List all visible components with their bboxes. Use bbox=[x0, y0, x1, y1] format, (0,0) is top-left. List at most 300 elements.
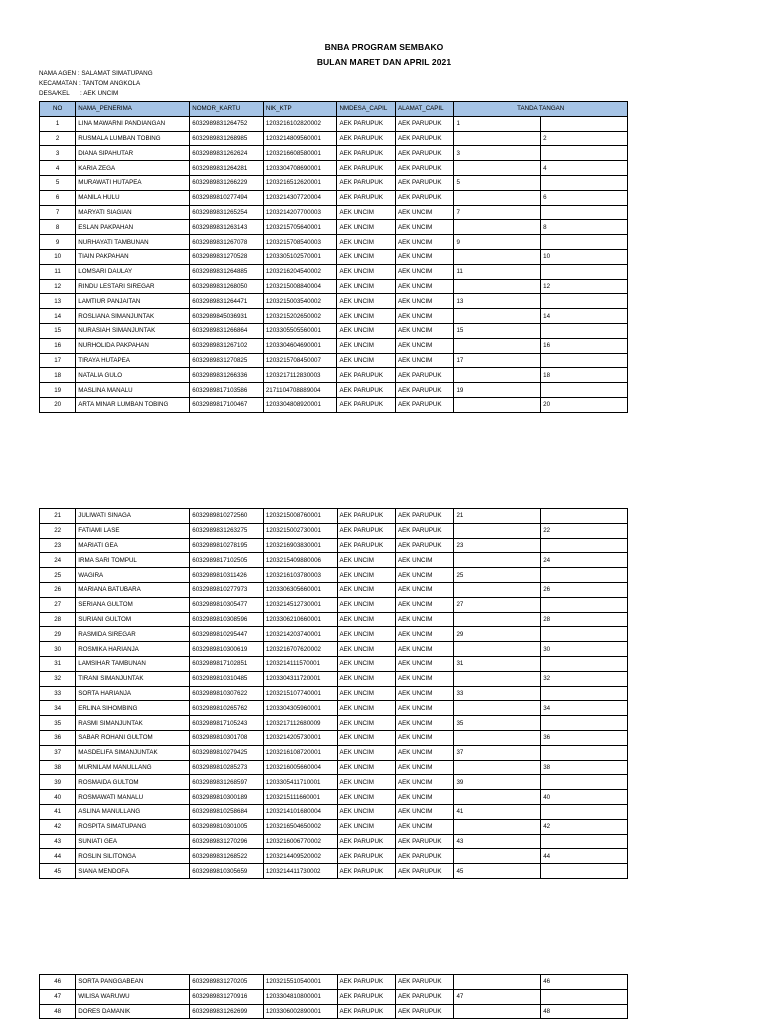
cell-no: 32 bbox=[40, 671, 76, 686]
cell-no: 4 bbox=[40, 161, 76, 176]
table-row bbox=[40, 656, 628, 671]
cell-address: AEK PARUPUK bbox=[395, 190, 453, 205]
signature-cell-left[interactable]: 27 bbox=[454, 597, 541, 612]
signature-cell-right[interactable]: 44 bbox=[541, 849, 628, 864]
table-row bbox=[40, 131, 628, 146]
signature-cell-right[interactable] bbox=[541, 294, 628, 309]
cell-address: AEK UNCIM bbox=[395, 249, 453, 264]
cell-address: AEK UNCIM bbox=[396, 671, 454, 686]
signature-cell-left[interactable]: 17 bbox=[454, 353, 541, 368]
cell-nik: 1203304305960001 bbox=[263, 701, 337, 716]
cell-no: 15 bbox=[40, 323, 76, 338]
cell-card-number: 6032989831262624 bbox=[190, 146, 264, 161]
cell-address: AEK PARUPUK bbox=[395, 161, 453, 176]
signature-cell-left[interactable]: 3 bbox=[454, 146, 541, 161]
signature-cell-left[interactable]: 37 bbox=[454, 745, 541, 760]
cell-address: AEK UNCIM bbox=[396, 819, 454, 834]
signature-cell-left[interactable] bbox=[454, 368, 541, 383]
signature-cell-left[interactable] bbox=[454, 701, 541, 716]
cell-address: AEK PARUPUK bbox=[396, 864, 454, 879]
signature-cell-right[interactable] bbox=[541, 146, 628, 161]
cell-no: 41 bbox=[40, 804, 76, 819]
cell-village: AEK UNCIM bbox=[337, 294, 395, 309]
cell-card-number: 6032989817100467 bbox=[190, 397, 264, 412]
signature-cell-left[interactable] bbox=[454, 523, 541, 538]
signature-cell-right[interactable] bbox=[541, 804, 628, 819]
cell-no: 36 bbox=[40, 730, 76, 745]
cell-village: AEK PARUPUK bbox=[337, 146, 395, 161]
cell-nik: 1203216707620002 bbox=[263, 642, 337, 657]
cell-nik: 1203304810800001 bbox=[263, 989, 337, 1004]
cell-name: MARIATI GEA bbox=[76, 538, 190, 553]
cell-village: AEK UNCIM bbox=[337, 790, 395, 805]
cell-card-number: 6032989810258684 bbox=[190, 804, 264, 819]
signature-cell-left[interactable] bbox=[454, 131, 541, 146]
cell-village: AEK UNCIM bbox=[337, 249, 395, 264]
cell-card-number: 6032989831270296 bbox=[190, 834, 264, 849]
cell-address: AEK UNCIM bbox=[395, 323, 453, 338]
meta-district: KECAMATAN : TANTOM ANGKOLA bbox=[39, 80, 141, 87]
signature-cell-right[interactable]: 32 bbox=[541, 671, 628, 686]
cell-name: SERIANA GULTOM bbox=[76, 597, 190, 612]
table-row bbox=[40, 309, 628, 324]
cell-village: AEK UNCIM bbox=[337, 597, 395, 612]
cell-name: TIAIN PAKPAHAN bbox=[76, 249, 190, 264]
cell-village: AEK PARUPUK bbox=[337, 116, 395, 131]
signature-cell-left[interactable]: 15 bbox=[454, 323, 541, 338]
cell-address: AEK UNCIM bbox=[396, 642, 454, 657]
cell-name: WILISA WARUWU bbox=[76, 989, 190, 1004]
signature-cell-right[interactable]: 38 bbox=[541, 760, 628, 775]
table-row bbox=[40, 627, 628, 642]
signature-cell-right[interactable] bbox=[541, 686, 628, 701]
cell-village: AEK UNCIM bbox=[337, 686, 395, 701]
cell-address: AEK UNCIM bbox=[396, 656, 454, 671]
cell-nik: 1203215705640001 bbox=[263, 220, 337, 235]
cell-no: 48 bbox=[40, 1004, 76, 1019]
cell-name: ROSLIANA SIMANJUNTAK bbox=[76, 309, 190, 324]
cell-name: ROSPITA SIMATUPANG bbox=[76, 819, 190, 834]
signature-cell-right[interactable]: 40 bbox=[541, 790, 628, 805]
signature-cell-right[interactable] bbox=[541, 656, 628, 671]
cell-village: AEK UNCIM bbox=[337, 730, 395, 745]
signature-cell-right[interactable]: 48 bbox=[541, 1004, 628, 1019]
signature-cell-left[interactable] bbox=[454, 642, 541, 657]
cell-no: 26 bbox=[40, 582, 76, 597]
cell-no: 39 bbox=[40, 775, 76, 790]
cell-name: LAMTIUR PANJAITAN bbox=[76, 294, 190, 309]
signature-cell-left[interactable] bbox=[454, 1004, 541, 1019]
cell-address: AEK PARUPUK bbox=[396, 989, 454, 1004]
col-header-signature: TANDA TANGAN bbox=[454, 102, 628, 117]
signature-cell-left[interactable]: 31 bbox=[454, 656, 541, 671]
cell-card-number: 6032989831266336 bbox=[190, 368, 264, 383]
signature-cell-left[interactable] bbox=[454, 220, 541, 235]
signature-cell-right[interactable]: 8 bbox=[541, 220, 628, 235]
cell-village: AEK PARUPUK bbox=[337, 509, 395, 524]
signature-cell-left[interactable]: 5 bbox=[454, 175, 541, 190]
cell-address: AEK PARUPUK bbox=[396, 834, 454, 849]
cell-village: AEK PARUPUK bbox=[337, 989, 395, 1004]
cell-card-number: 6032989810300619 bbox=[190, 642, 264, 657]
signature-cell-left[interactable] bbox=[454, 760, 541, 775]
signature-cell-right[interactable] bbox=[541, 864, 628, 879]
signature-cell-left[interactable] bbox=[454, 849, 541, 864]
signature-cell-right[interactable] bbox=[541, 205, 628, 220]
cell-name: MANILA HULU bbox=[76, 190, 190, 205]
signature-cell-left[interactable] bbox=[454, 397, 541, 412]
signature-cell-right[interactable]: 20 bbox=[541, 397, 628, 412]
cell-village: AEK UNCIM bbox=[337, 582, 395, 597]
signature-cell-left[interactable]: 35 bbox=[454, 716, 541, 731]
cell-no: 27 bbox=[40, 597, 76, 612]
col-header-name: NAMA_PENERIMA bbox=[76, 102, 190, 117]
cell-address: AEK PARUPUK bbox=[395, 397, 453, 412]
cell-nik: 1203215002730001 bbox=[263, 523, 337, 538]
cell-card-number: 6032989810305477 bbox=[190, 597, 264, 612]
cell-nik: 1203216006770002 bbox=[263, 834, 337, 849]
cell-name: NURHOLIDA PAKPAHAN bbox=[76, 338, 190, 353]
signature-cell-right[interactable]: 30 bbox=[541, 642, 628, 657]
table-row bbox=[40, 1004, 628, 1019]
cell-no: 6 bbox=[40, 190, 76, 205]
cell-no: 12 bbox=[40, 279, 76, 294]
cell-village: AEK PARUPUK bbox=[337, 131, 395, 146]
cell-address: AEK PARUPUK bbox=[396, 849, 454, 864]
cell-card-number: 6032989810301005 bbox=[190, 819, 264, 834]
cell-card-number: 6032989810277973 bbox=[190, 582, 264, 597]
table-row bbox=[40, 819, 628, 834]
signature-cell-right[interactable]: 36 bbox=[541, 730, 628, 745]
cell-nik: 1203215202650002 bbox=[263, 309, 337, 324]
cell-village: AEK UNCIM bbox=[337, 309, 395, 324]
table-row bbox=[40, 671, 628, 686]
table-row bbox=[40, 294, 628, 309]
cell-address: AEK UNCIM bbox=[396, 597, 454, 612]
cell-card-number: 6032989831268597 bbox=[190, 775, 264, 790]
cell-nik: 1203304708690001 bbox=[263, 161, 337, 176]
signature-cell-right[interactable] bbox=[541, 745, 628, 760]
table-row bbox=[40, 834, 628, 849]
cell-name: MURAWATI HUTAPEA bbox=[76, 175, 190, 190]
cell-card-number: 6032989831266229 bbox=[190, 175, 264, 190]
signature-cell-left[interactable] bbox=[454, 790, 541, 805]
signature-cell-left[interactable]: 47 bbox=[454, 989, 541, 1004]
cell-name: ROSMAWATI MANALU bbox=[76, 790, 190, 805]
signature-cell-right[interactable] bbox=[541, 597, 628, 612]
cell-nik: 1203215008840004 bbox=[263, 279, 337, 294]
signature-cell-right[interactable] bbox=[541, 538, 628, 553]
signature-cell-left[interactable] bbox=[454, 671, 541, 686]
cell-village: AEK PARUPUK bbox=[337, 523, 395, 538]
signature-cell-right[interactable] bbox=[541, 775, 628, 790]
cell-card-number: 6032989817105243 bbox=[190, 716, 264, 731]
meta-block bbox=[39, 69, 153, 99]
cell-village: AEK PARUPUK bbox=[337, 383, 395, 398]
signature-cell-right[interactable]: 24 bbox=[541, 553, 628, 568]
cell-name: LAMSIHAR TAMBUNAN bbox=[76, 656, 190, 671]
signature-cell-left[interactable] bbox=[454, 279, 541, 294]
table-row bbox=[40, 745, 628, 760]
cell-village: AEK UNCIM bbox=[337, 716, 395, 731]
cell-no: 11 bbox=[40, 264, 76, 279]
table-row bbox=[40, 612, 628, 627]
cell-address: AEK UNCIM bbox=[396, 730, 454, 745]
signature-cell-left[interactable] bbox=[454, 338, 541, 353]
signature-cell-left[interactable]: 19 bbox=[454, 383, 541, 398]
table-row bbox=[40, 264, 628, 279]
table-header-row bbox=[40, 102, 628, 117]
signature-cell-right[interactable] bbox=[541, 264, 628, 279]
cell-nik: 1203216204540002 bbox=[263, 264, 337, 279]
cell-address: AEK PARUPUK bbox=[396, 1004, 454, 1019]
cell-no: 24 bbox=[40, 553, 76, 568]
cell-village: AEK UNCIM bbox=[337, 642, 395, 657]
cell-village: AEK UNCIM bbox=[337, 323, 395, 338]
signature-cell-right[interactable]: 14 bbox=[541, 309, 628, 324]
signature-cell-right[interactable] bbox=[541, 383, 628, 398]
table-row bbox=[40, 849, 628, 864]
signature-cell-left[interactable]: 23 bbox=[454, 538, 541, 553]
cell-nik: 1203214101680004 bbox=[263, 804, 337, 819]
cell-no: 17 bbox=[40, 353, 76, 368]
cell-name: NURHAYATI TAMBUNAN bbox=[76, 235, 190, 250]
cell-card-number: 6032989810272560 bbox=[190, 509, 264, 524]
signature-cell-right[interactable]: 34 bbox=[541, 701, 628, 716]
signature-cell-right[interactable]: 10 bbox=[541, 249, 628, 264]
cell-village: AEK UNCIM bbox=[337, 553, 395, 568]
cell-no: 16 bbox=[40, 338, 76, 353]
cell-no: 42 bbox=[40, 819, 76, 834]
cell-card-number: 6032989831267102 bbox=[190, 338, 264, 353]
cell-no: 45 bbox=[40, 864, 76, 879]
cell-address: AEK UNCIM bbox=[396, 804, 454, 819]
cell-name: ROSMAIDA GULTOM bbox=[76, 775, 190, 790]
cell-name: WAGIRA bbox=[76, 568, 190, 583]
cell-village: AEK UNCIM bbox=[337, 220, 395, 235]
cell-village: AEK PARUPUK bbox=[337, 1004, 395, 1019]
cell-address: AEK PARUPUK bbox=[396, 538, 454, 553]
cell-address: AEK PARUPUK bbox=[396, 523, 454, 538]
cell-name: RUSMALA LUMBAN TOBING bbox=[76, 131, 190, 146]
signature-cell-right[interactable] bbox=[541, 175, 628, 190]
cell-card-number: 6032989810285273 bbox=[190, 760, 264, 775]
cell-nik: 1203305411710001 bbox=[263, 775, 337, 790]
signature-cell-left[interactable]: 21 bbox=[454, 509, 541, 524]
cell-no: 2 bbox=[40, 131, 76, 146]
cell-no: 23 bbox=[40, 538, 76, 553]
signature-cell-right[interactable] bbox=[541, 116, 628, 131]
signature-cell-left[interactable] bbox=[454, 612, 541, 627]
cell-card-number: 6032989831264281 bbox=[190, 161, 264, 176]
signature-cell-right[interactable]: 42 bbox=[541, 819, 628, 834]
cell-nik: 1203306210660001 bbox=[263, 612, 337, 627]
document-title: BNBA PROGRAM SEMBAKO bbox=[324, 42, 444, 52]
cell-address: AEK UNCIM bbox=[396, 582, 454, 597]
cell-address: AEK PARUPUK bbox=[396, 975, 454, 990]
cell-no: 14 bbox=[40, 309, 76, 324]
cell-card-number: 6032989810295447 bbox=[190, 627, 264, 642]
cell-no: 29 bbox=[40, 627, 76, 642]
table-row bbox=[40, 279, 628, 294]
signature-cell-left[interactable]: 25 bbox=[454, 568, 541, 583]
signature-cell-right[interactable]: 6 bbox=[541, 190, 628, 205]
table-row bbox=[40, 775, 628, 790]
table-row bbox=[40, 235, 628, 250]
cell-address: AEK UNCIM bbox=[396, 745, 454, 760]
cell-card-number: 6032989810305659 bbox=[190, 864, 264, 879]
cell-name: RASMIDA SIREGAR bbox=[76, 627, 190, 642]
cell-name: ARTA MINAR LUMBAN TOBING bbox=[76, 397, 190, 412]
signature-cell-right[interactable]: 22 bbox=[541, 523, 628, 538]
signature-cell-left[interactable]: 1 bbox=[454, 116, 541, 131]
cell-village: AEK PARUPUK bbox=[337, 834, 395, 849]
signature-cell-right[interactable] bbox=[541, 716, 628, 731]
cell-address: AEK PARUPUK bbox=[396, 509, 454, 524]
cell-no: 10 bbox=[40, 249, 76, 264]
cell-nik: 1203216512620001 bbox=[263, 175, 337, 190]
signature-cell-left[interactable]: 33 bbox=[454, 686, 541, 701]
signature-cell-left[interactable]: 9 bbox=[454, 235, 541, 250]
cell-card-number: 6032989810278195 bbox=[190, 538, 264, 553]
cell-address: AEK UNCIM bbox=[395, 205, 453, 220]
signature-cell-left[interactable]: 11 bbox=[454, 264, 541, 279]
cell-address: AEK UNCIM bbox=[396, 760, 454, 775]
col-header-nik: NIK_KTP bbox=[263, 102, 337, 117]
cell-address: AEK UNCIM bbox=[395, 279, 453, 294]
cell-address: AEK PARUPUK bbox=[395, 116, 453, 131]
table-row bbox=[40, 397, 628, 412]
cell-no: 40 bbox=[40, 790, 76, 805]
cell-village: AEK UNCIM bbox=[337, 775, 395, 790]
cell-address: AEK UNCIM bbox=[395, 309, 453, 324]
cell-nik: 1203217112830003 bbox=[263, 368, 337, 383]
signature-cell-right[interactable]: 16 bbox=[541, 338, 628, 353]
cell-card-number: 6032989831268522 bbox=[190, 849, 264, 864]
cell-no: 46 bbox=[40, 975, 76, 990]
cell-village: AEK UNCIM bbox=[337, 745, 395, 760]
signature-cell-right[interactable]: 46 bbox=[541, 975, 628, 990]
signature-cell-left[interactable] bbox=[454, 975, 541, 990]
signature-cell-right[interactable]: 28 bbox=[541, 612, 628, 627]
signature-cell-left[interactable] bbox=[454, 553, 541, 568]
cell-nik: 1203214111570001 bbox=[263, 656, 337, 671]
signature-cell-left[interactable] bbox=[454, 249, 541, 264]
signature-cell-left[interactable] bbox=[454, 730, 541, 745]
signature-cell-left[interactable]: 13 bbox=[454, 294, 541, 309]
signature-cell-right[interactable] bbox=[541, 235, 628, 250]
signature-cell-left[interactable] bbox=[454, 582, 541, 597]
cell-nik: 1203216504650002 bbox=[263, 819, 337, 834]
signature-cell-right[interactable]: 26 bbox=[541, 582, 628, 597]
signature-cell-left[interactable]: 39 bbox=[454, 775, 541, 790]
cell-card-number: 6032989817102851 bbox=[190, 656, 264, 671]
cell-nik: 1203304604690001 bbox=[263, 338, 337, 353]
signature-cell-right[interactable]: 4 bbox=[541, 161, 628, 176]
signature-cell-left[interactable] bbox=[454, 309, 541, 324]
cell-name: KARIA ZEGA bbox=[76, 161, 190, 176]
cell-village: AEK PARUPUK bbox=[337, 849, 395, 864]
signature-cell-right[interactable]: 2 bbox=[541, 131, 628, 146]
cell-address: AEK UNCIM bbox=[396, 790, 454, 805]
cell-nik: 1203304311720001 bbox=[263, 671, 337, 686]
signature-cell-right[interactable] bbox=[541, 834, 628, 849]
cell-name: MASLINA MANALU bbox=[76, 383, 190, 398]
cell-name: TIRAYA HUTAPEA bbox=[76, 353, 190, 368]
cell-nik: 1203215008760001 bbox=[263, 509, 337, 524]
cell-card-number: 6032989810301708 bbox=[190, 730, 264, 745]
signature-cell-left[interactable]: 7 bbox=[454, 205, 541, 220]
signature-cell-right[interactable] bbox=[541, 509, 628, 524]
table-row bbox=[40, 582, 628, 597]
cell-no: 30 bbox=[40, 642, 76, 657]
cell-no: 20 bbox=[40, 397, 76, 412]
cell-nik: 1203214512730001 bbox=[263, 597, 337, 612]
table-row bbox=[40, 730, 628, 745]
signature-cell-right[interactable]: 12 bbox=[541, 279, 628, 294]
signature-cell-right[interactable] bbox=[541, 989, 628, 1004]
signature-cell-left[interactable]: 41 bbox=[454, 804, 541, 819]
signature-cell-right[interactable]: 18 bbox=[541, 368, 628, 383]
signature-cell-right[interactable] bbox=[541, 568, 628, 583]
cell-nik: 1203214809560001 bbox=[263, 131, 337, 146]
signature-cell-left[interactable] bbox=[454, 161, 541, 176]
table-row bbox=[40, 642, 628, 657]
cell-no: 22 bbox=[40, 523, 76, 538]
cell-village: AEK UNCIM bbox=[337, 612, 395, 627]
table-row bbox=[40, 989, 628, 1004]
table-row bbox=[40, 686, 628, 701]
signature-cell-left[interactable]: 45 bbox=[454, 864, 541, 879]
cell-address: AEK UNCIM bbox=[396, 568, 454, 583]
cell-nik: 1203216005660004 bbox=[263, 760, 337, 775]
signature-cell-right[interactable] bbox=[541, 323, 628, 338]
cell-village: AEK UNCIM bbox=[337, 627, 395, 642]
table-row bbox=[40, 323, 628, 338]
table-row bbox=[40, 338, 628, 353]
cell-nik: 1203215107740001 bbox=[263, 686, 337, 701]
cell-nik: 1203215409880006 bbox=[263, 553, 337, 568]
cell-card-number: 6032989831262699 bbox=[190, 1004, 264, 1019]
cell-address: AEK PARUPUK bbox=[395, 131, 453, 146]
signature-cell-right[interactable] bbox=[541, 353, 628, 368]
cell-address: AEK PARUPUK bbox=[395, 175, 453, 190]
cell-card-number: 6032989831265254 bbox=[190, 205, 264, 220]
signature-cell-left[interactable]: 43 bbox=[454, 834, 541, 849]
cell-name: DORES DAMANIK bbox=[76, 1004, 190, 1019]
table-row bbox=[40, 383, 628, 398]
cell-nik: 1203306002890001 bbox=[263, 1004, 337, 1019]
cell-nik: 1203214411730002 bbox=[263, 864, 337, 879]
cell-village: AEK UNCIM bbox=[337, 819, 395, 834]
signature-cell-right[interactable] bbox=[541, 627, 628, 642]
signature-cell-left[interactable] bbox=[454, 819, 541, 834]
cell-address: AEK UNCIM bbox=[396, 716, 454, 731]
cell-nik: 1203215708450007 bbox=[263, 353, 337, 368]
cell-village: AEK UNCIM bbox=[337, 568, 395, 583]
signature-cell-left[interactable] bbox=[454, 190, 541, 205]
cell-no: 34 bbox=[40, 701, 76, 716]
cell-name: LINA MAWARNI PANDIANGAN bbox=[76, 116, 190, 131]
cell-village: AEK UNCIM bbox=[337, 338, 395, 353]
cell-name: IRMA SARI TOMPUL bbox=[76, 553, 190, 568]
cell-nik: 1203214203740001 bbox=[263, 627, 337, 642]
cell-name: MURNILAM MANULLANG bbox=[76, 760, 190, 775]
cell-card-number: 6032989831263275 bbox=[190, 523, 264, 538]
signature-cell-left[interactable]: 29 bbox=[454, 627, 541, 642]
cell-village: AEK PARUPUK bbox=[337, 368, 395, 383]
cell-name: ROSLIN SILITONGA bbox=[76, 849, 190, 864]
